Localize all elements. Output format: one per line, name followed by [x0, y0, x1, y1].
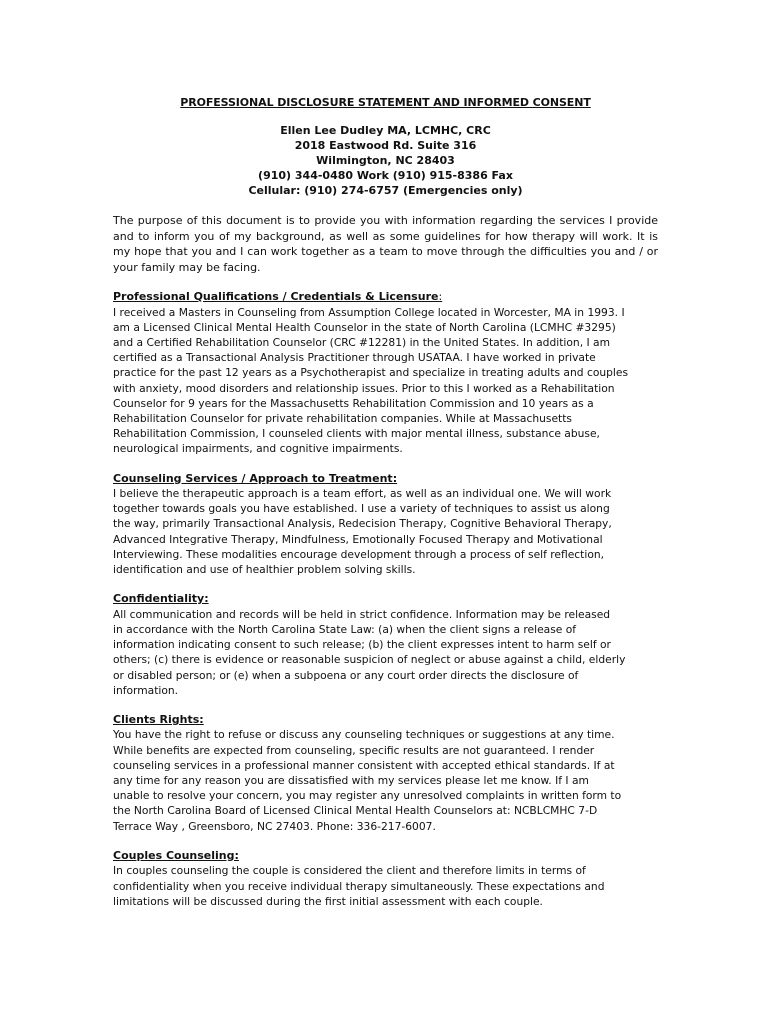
section-client-rights — [113, 712, 658, 834]
body-line: with anxiety, mood disorders and relationship issues. Prior to this I worked as a Rehabilitation — [113, 381, 615, 395]
body-line: together towards goals you have established. I use a variety of techniques to assist us along — [113, 502, 610, 516]
document-page — [113, 96, 658, 923]
body-line: Rehabilitation Counselor for private rehabilitation companies. While at Massachusetts — [113, 411, 572, 425]
section-services — [113, 471, 658, 578]
body-line: Advanced Integrative Therapy, Mindfulness, Emotionally Focused Therapy and Motivational — [113, 532, 603, 546]
body-line: neurological impairments, and cognitive impairments. — [113, 442, 403, 456]
section-heading: Professional Qualifications / Credentials & Licensure: — [113, 290, 443, 303]
body-line: information. — [113, 683, 179, 697]
section-qualifications — [113, 289, 658, 457]
body-line: While benefits are expected from counseling, specific results are not guaranteed. I render — [113, 743, 595, 757]
body-line: any time for any reason you are dissatisfied with my services please let me know. If I am — [113, 774, 589, 788]
contact-header — [113, 123, 658, 198]
body-line: counseling services in a professional manner consistent with accepted ethical standards. If at — [113, 758, 615, 772]
body-line: information indicating consent to such release; (b) the client expresses intent to harm self or — [113, 638, 611, 652]
section-couples — [113, 848, 658, 909]
body-line: practice for the past 12 years as a Psychotherapist and specialize in treating adults and couples — [113, 366, 629, 380]
body-line: the North Carolina Board of Licensed Clinical Mental Health Counselors at: NCBLCMHC 7-D — [113, 804, 598, 818]
section-body — [113, 863, 658, 909]
section-heading: Confidentiality: — [113, 592, 209, 606]
body-line: confidentiality when you receive individual therapy simultaneously. These expectations and — [113, 879, 605, 893]
body-line: others; (c) there is evidence or reasonable suspicion of neglect or abuse against a child, elderly — [113, 653, 626, 667]
address-line-1: 2018 Eastwood Rd. Suite 316 — [294, 139, 477, 152]
body-line: In couples counseling the couple is considered the client and therefore limits in terms of — [113, 864, 586, 878]
body-line: I received a Masters in Counseling from Assumption College located in Worcester, MA in 1993. I — [113, 305, 625, 319]
section-heading: Counseling Services / Approach to Treatment: — [113, 471, 398, 485]
body-line: Terrace Way , Greensboro, NC 27403. Phone: 336-217-6007. — [113, 819, 436, 833]
intro-paragraph: The purpose of this document is to provide you with information regarding the services I provide and to inform you of my background, as well as some guidelines for how therapy will work. It is my hope that you and I can work together as a team to move through the difficulties you and / or your family may be facing. — [113, 214, 658, 274]
section-body — [113, 486, 658, 577]
body-line: and a Certified Rehabilitation Counselor (CRC #12281) in the United States. In addition, I am — [113, 335, 610, 349]
section-heading: Clients Rights: — [113, 712, 204, 726]
body-line: You have the right to refuse or discuss any counseling techniques or suggestions at any time. — [113, 728, 615, 742]
body-line: the way, primarily Transactional Analysis, Redecision Therapy, Cognitive Behavioral Therapy, — [113, 517, 612, 531]
body-line: I believe the therapeutic approach is a team effort, as well as an individual one. We will work — [113, 487, 612, 501]
body-line: identification and use of healthier problem solving skills. — [113, 563, 416, 577]
body-line: Counselor for 9 years for the Massachusetts Rehabilitation Commission and 10 years as a — [113, 396, 594, 410]
section-body — [113, 305, 658, 457]
section-confidentiality — [113, 591, 658, 698]
document-title: PROFESSIONAL DISCLOSURE STATEMENT AND INFORMED CONSENT — [180, 96, 591, 109]
counselor-name: Ellen Lee Dudley MA, LCMHC, CRC — [280, 124, 491, 137]
body-line: certified as a Transactional Analysis Practitioner through USATAA. I have worked in private — [113, 351, 596, 365]
body-line: limitations will be discussed during the first initial assessment with each couple. — [113, 894, 543, 908]
cellular-line: Cellular: (910) 274-6757 (Emergencies only) — [248, 184, 523, 197]
body-line: unable to resolve your concern, you may register any unresolved complaints in written form to — [113, 789, 622, 803]
body-line: am a Licensed Clinical Mental Health Counselor in the state of North Carolina (LCMHC #3295) — [113, 320, 616, 334]
section-body — [113, 607, 658, 698]
section-body — [113, 727, 658, 833]
body-line: Rehabilitation Commission, I counseled clients with major mental illness, substance abuse, — [113, 427, 600, 441]
body-line: in accordance with the North Carolina State Law: (a) when the client signs a release of — [113, 622, 577, 636]
body-line: Interviewing. These modalities encourage development through a process of self reflection, — [113, 547, 605, 561]
body-line: or disabled person; or (e) when a subpoena or any court order directs the disclosure of — [113, 668, 579, 682]
section-heading: Couples Counseling: — [113, 848, 239, 862]
address-line-2: Wilmington, NC 28403 — [316, 154, 455, 167]
body-line: All communication and records will be held in strict confidence. Information may be released — [113, 607, 611, 621]
phone-fax-line: (910) 344-0480 Work (910) 915-8386 Fax — [258, 169, 513, 182]
